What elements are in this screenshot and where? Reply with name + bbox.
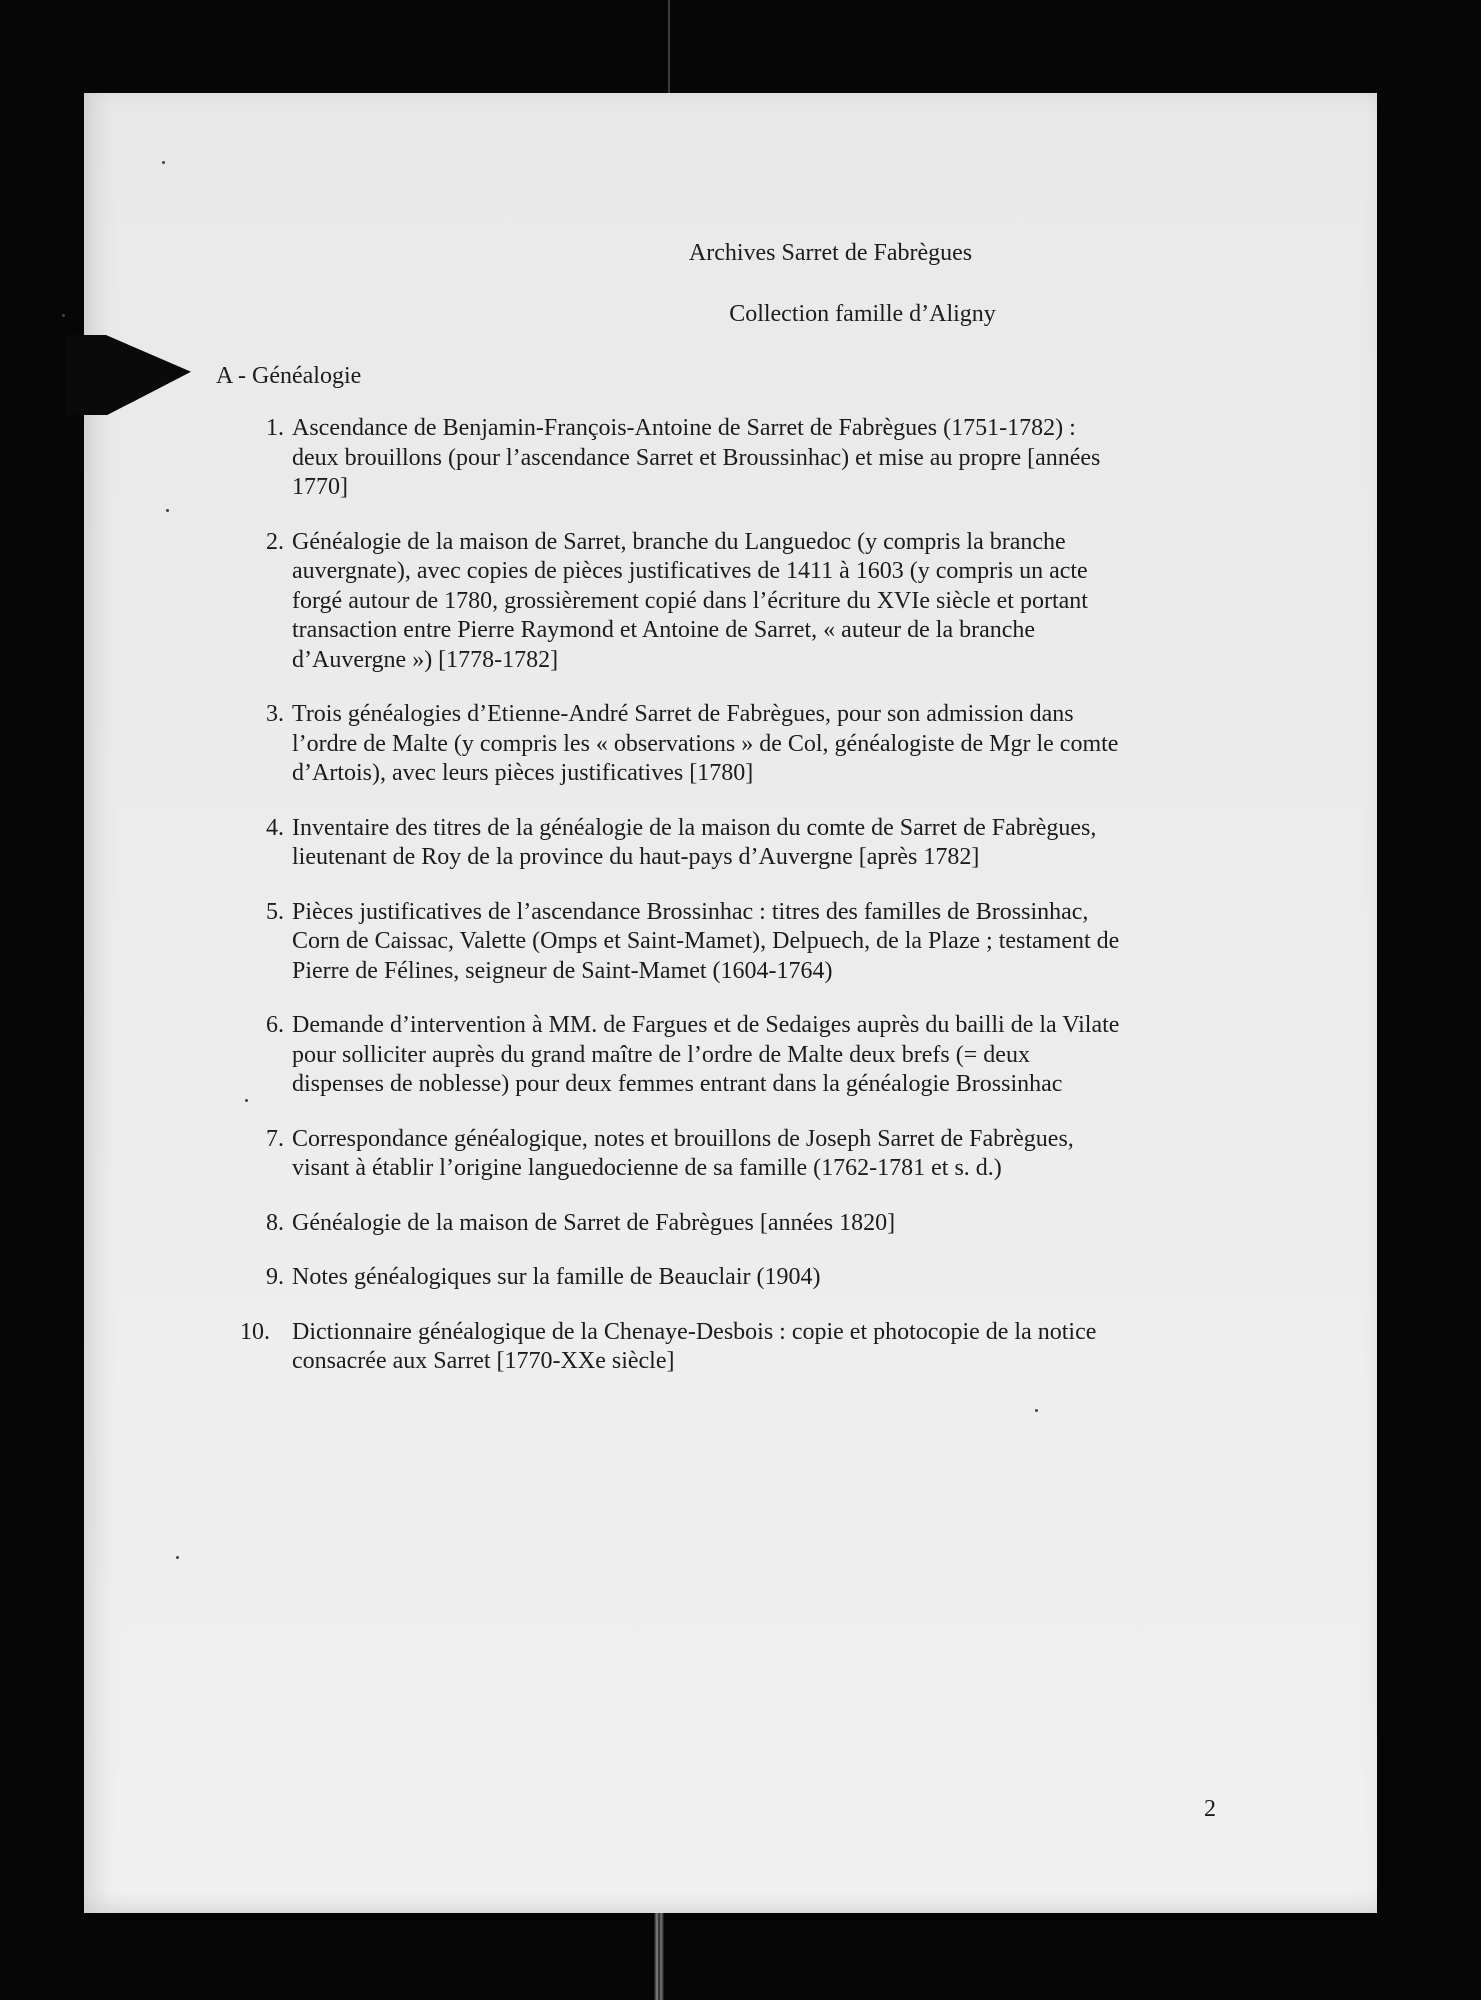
page-number: 2 [1204,1796,1216,1822]
list-item [254,1125,1214,1184]
entry-line: Notes généalogiques sur la famille de Beauclair (1904) [292,1264,821,1290]
entry-line: Ascendance de Benjamin-François-Antoine de Sarret de Fabrègues (1751-1782) : [292,415,1076,441]
binding-mark [654,1913,664,2000]
scan-speck [245,1099,248,1102]
list-item [254,1209,1214,1239]
entry-number: 6. [266,1012,284,1038]
list-item [254,414,1214,503]
entry-line: Dictionnaire généalogique de la Chenaye-Desbois : copie et photocopie de la notice [292,1318,1097,1345]
entry-line: lieutenant de Roy de la province du haut-pays d’Auvergne [après 1782] [292,844,980,870]
scan-speck [162,161,165,164]
entry-line: Correspondance généalogique, notes et brouillons de Joseph Sarret de Fabrègues, [292,1125,1074,1152]
entry-line: Trois généalogies d’Etienne-André Sarret de Fabrègues, pour son admission dans [292,701,1074,727]
list-item [254,814,1214,873]
list-item [254,1011,1214,1100]
entry-line: l’ordre de Malte (y compris les « observations » de Col, généalogiste de Mgr le comte [292,730,1119,757]
entry-line: Généalogie de la maison de Sarret de Fabrègues [années 1820] [292,1209,896,1236]
scan-speck [166,509,169,512]
entry-line: consacrée aux Sarret [1770-XXe siècle] [292,1348,675,1374]
entry-line: deux brouillons (pour l’ascendance Sarret et Broussinhac) et mise au propre [années [292,444,1101,471]
entry-line: transaction entre Pierre Raymond et Antoine de Sarret, « auteur de la branche [292,617,1036,643]
list-item [254,700,1214,789]
entry-line: Généalogie de la maison de Sarret, branche du Languedoc (y compris la branche [292,528,1066,555]
entry-line: visant à établir l’origine languedocienne de sa famille (1762-1781 et s. d.) [292,1155,1002,1181]
entry-line: Pièces justificatives de l’ascendance Brossinhac : titres des familles de Brossinhac, [292,898,1089,925]
scan-speck [1035,1409,1038,1412]
document-title: Archives Sarret de Fabrègues [688,240,973,266]
entry-number: 5. [266,898,284,925]
entry-number: 3. [266,701,284,727]
entry-line: Corn de Caissac, Valette (Omps et Saint-Mamet), Delpuech, de la Plaze ; testament de [292,928,1120,954]
entry-line: Inventaire des titres de la généalogie de la maison du comte de Sarret de Fabrègues, [292,814,1097,841]
entry-line: dispenses de noblesse) pour deux femmes entrant dans la généalogie Brossinhac [292,1071,1063,1097]
entry-line: Demande d’intervention à MM. de Fargues et de Sedaiges auprès du bailli de la Vilate [292,1012,1120,1038]
entry-list [240,414,1214,1402]
list-item [240,1318,1214,1377]
entry-number: 9. [266,1264,284,1290]
section-title: A - Généalogie [216,363,362,389]
entry-line: Pierre de Félines, seigneur de Saint-Mamet (1604-1764) [292,957,833,984]
scan-fold-mark [668,0,670,93]
entry-number: 2. [266,528,284,555]
entry-number: 1. [266,415,284,441]
list-item [254,528,1214,676]
scan-speck [176,1556,179,1559]
entry-line: auvergnate), avec copies de pièces justificatives de 1411 à 1603 (y compris un acte [292,558,1088,584]
entry-number: 4. [266,814,284,841]
entry-line: forgé autour de 1780, grossièrement copié dans l’écriture du XVIe siècle et portant [292,587,1088,614]
entry-line: 1770] [292,474,348,500]
list-item [254,1263,1214,1293]
scan-speck [62,314,65,317]
document-subtitle: Collection famille d’Aligny [729,301,996,327]
entry-line: pour solliciter auprès du grand maître de l’ordre de Malte deux brefs (= deux [292,1041,1030,1068]
entry-line: d’Artois), avec leurs pièces justificatives [1780] [292,760,754,786]
entry-number: 10. [240,1318,270,1345]
list-item [254,898,1214,987]
entry-line: d’Auvergne ») [1778-1782] [292,646,559,673]
entry-number: 7. [266,1125,284,1152]
entry-number: 8. [266,1209,284,1236]
